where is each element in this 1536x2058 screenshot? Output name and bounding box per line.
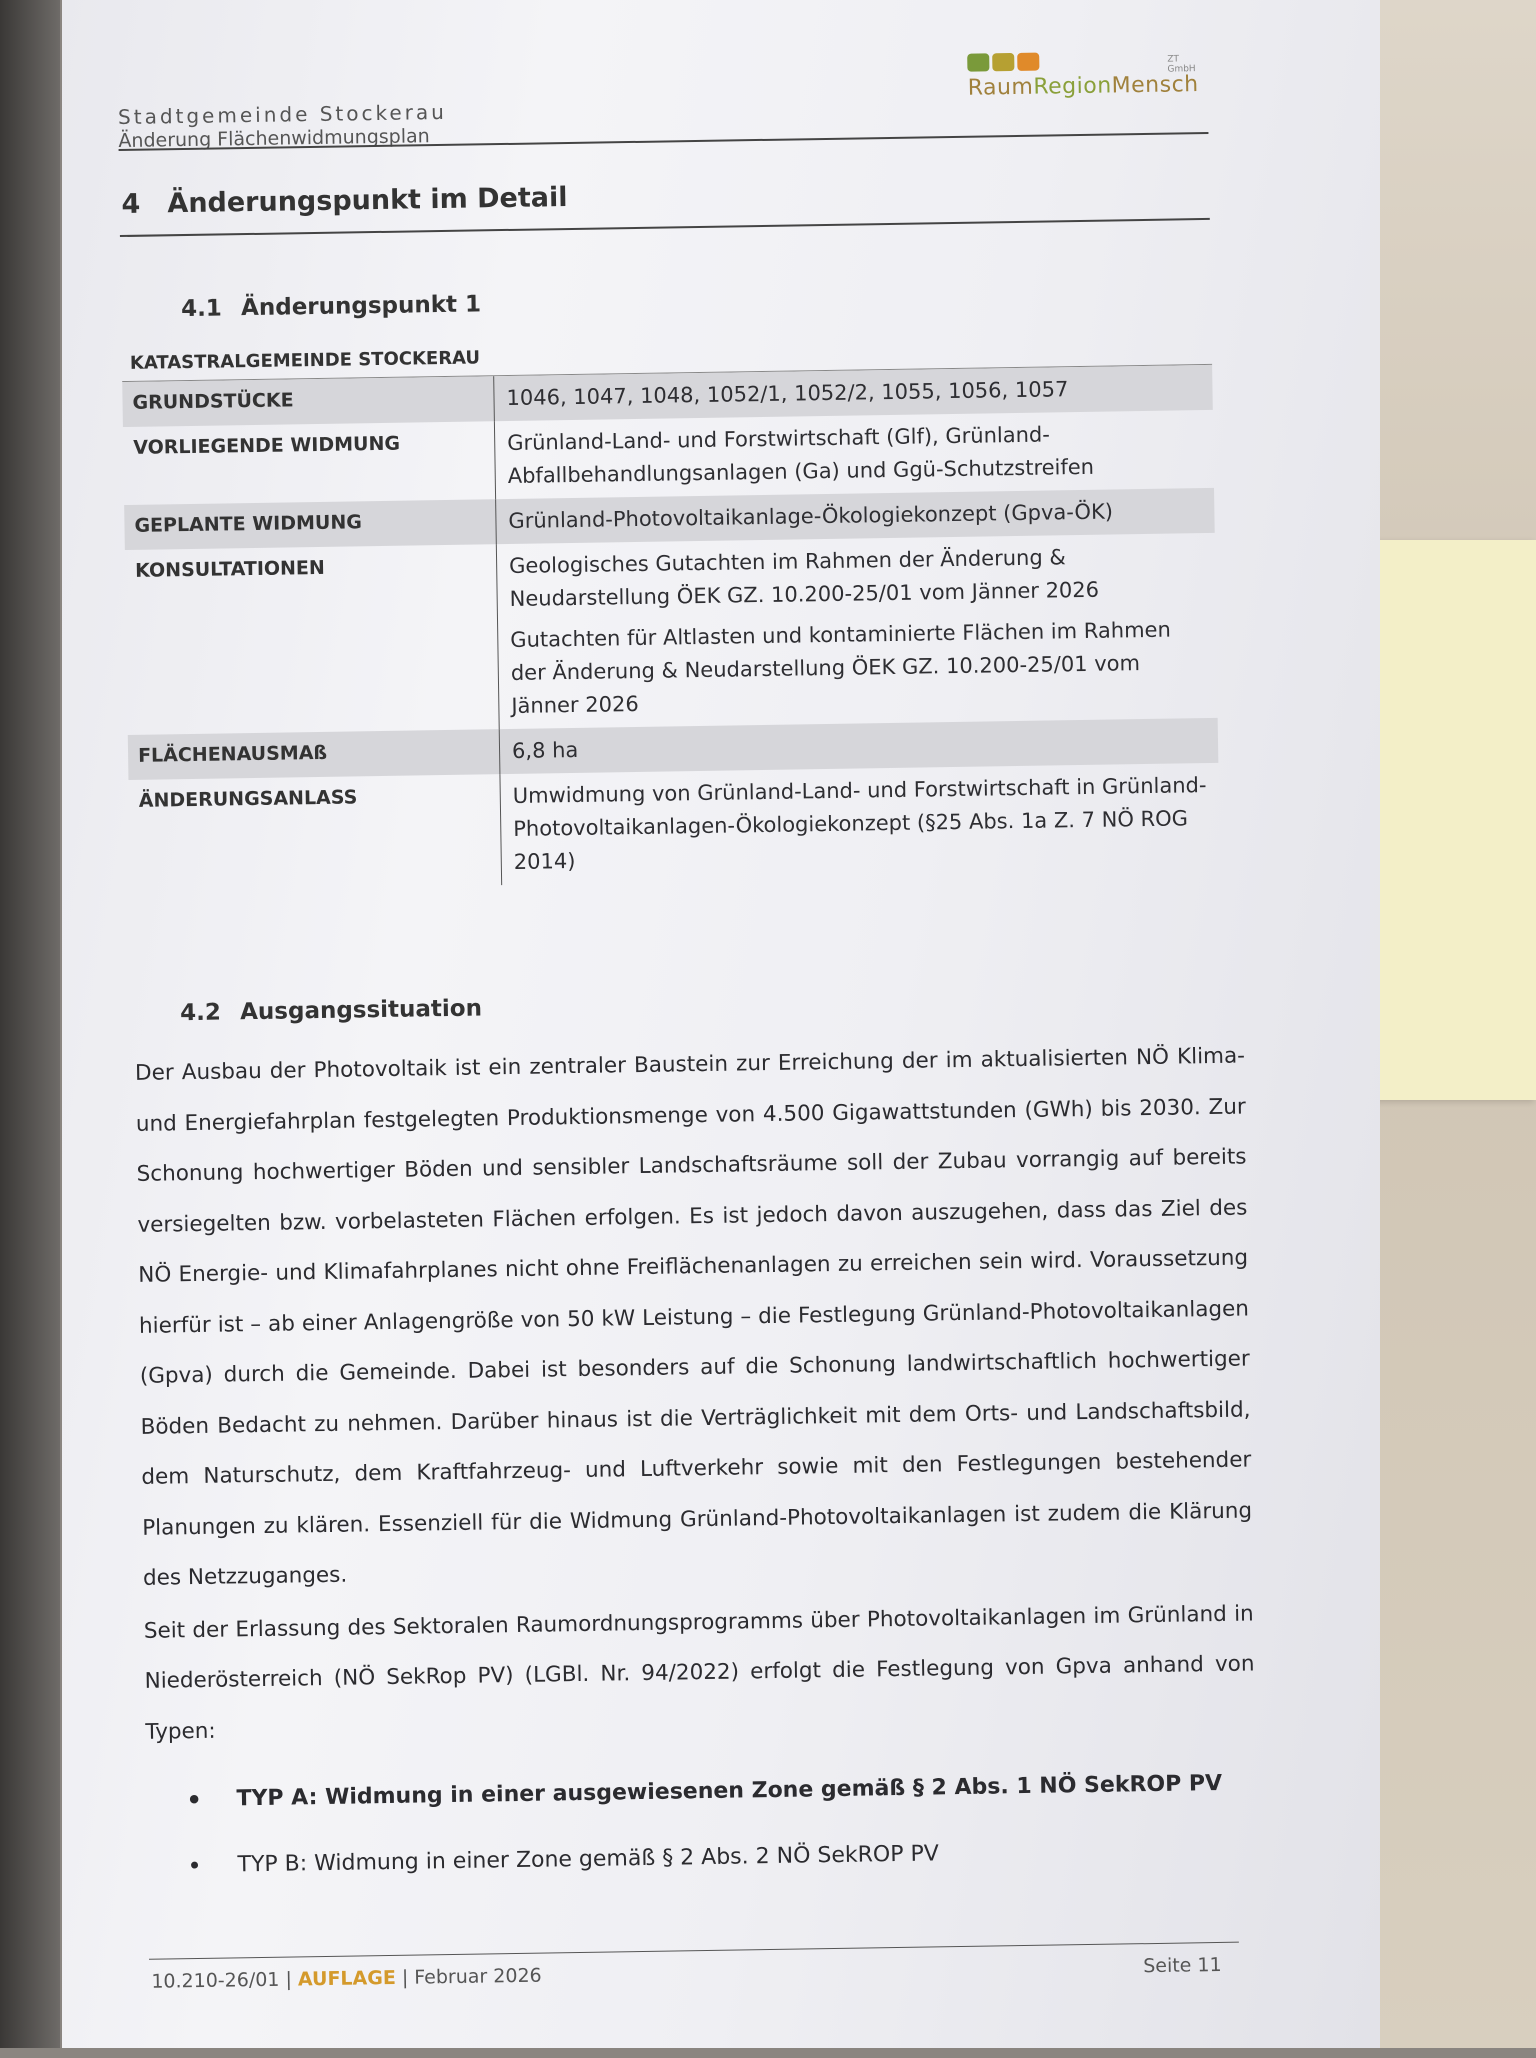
logo-suffix: ZT GmbH bbox=[1167, 54, 1196, 75]
logo-icon bbox=[967, 53, 1042, 76]
sticky-note bbox=[1362, 540, 1536, 1100]
row-key: KONSULTATIONEN bbox=[125, 544, 500, 735]
row-value: 1046, 1047, 1048, 1052/1, 1052/2, 1055, 1056, 1057 bbox=[506, 377, 1069, 410]
footer-divider bbox=[149, 1942, 1239, 1960]
footer-info bbox=[151, 1965, 542, 1993]
logo-name: RaumRegionMensch bbox=[967, 72, 1199, 101]
row-value: Grünland-Land- und Forstwirtschaft (Glf), Grünland-Abfallbehandlungsanlagen (Ga) und Ggü-Schutzstreifen bbox=[507, 422, 1095, 488]
footer-status: AUFLAGE bbox=[297, 1966, 397, 1991]
subsection-heading-1 bbox=[181, 291, 481, 322]
document-page bbox=[62, 0, 1380, 2048]
section-number: 4 bbox=[121, 188, 141, 221]
paragraph: Seit der Erlassung des Sektoralen Raumordnungsprogramms über Photovoltaikanlagen im Grünland in Niederösterreich (NÖ SekRop PV) (LGBl. Nr. 94/2022) erfolgt die Festlegung von Gpva anhand von Typen: bbox=[143, 1600, 1255, 1745]
subsection-heading-2 bbox=[180, 995, 482, 1026]
body-text bbox=[135, 1031, 1258, 1899]
section-heading bbox=[121, 182, 568, 220]
row-value: 6,8 ha bbox=[511, 737, 579, 763]
subsection-number: 4.1 bbox=[180, 295, 223, 323]
katastral-label: KATASTRALGEMEINDE STOCKERAU bbox=[129, 347, 481, 374]
type-list bbox=[146, 1750, 1258, 1899]
list-item: • TYP A: Widmung in einer ausgewiesenen Zone gemäß § 2 Abs. 1 NÖ SekROP PV bbox=[186, 1750, 1257, 1833]
header-line2: Änderung Flächenwidmungsplan bbox=[118, 125, 430, 153]
paragraph: Der Ausbau der Photovoltaik ist ein zentraler Baustein zur Erreichung der im aktualisierten NÖ Klima- und Energiefahrplan festgelegten Produktionsmenge von 4.500 Gigawattstunden (GWh) bis 2030. Zur Schonung hochwertiger Böden und sensibler Landschaftsräume soll der Zubau vorrangig auf bereits versiegelten bzw. vorbelasteten Flächen erfolgen. Es ist jedoch davon auszugehen, dass das Ziel des NÖ Energie- und Klimafahrplanes nicht ohne Freiflächenanlagen zu erreichen sein wird. Voraussetzung hierfür ist – ab einer Anlagengröße von 50 kW Leistung – die Festlegung Grünland-Photovoltaikanlagen (Gpva) durch die Gemeinde. Dabei ist besonders auf die Schonung landwirtschaftlich hochwertiger Böden Bedacht zu nehmen. Darüber hinaus ist die Verträglichkeit mit dem Orts- und Landschaftsbild, dem Naturschutz, dem Kraftfahrzeug- und Luftverkehr sowie mit den Festlegungen bestehender Planungen zu klären. Essenziell für die Widmung Grünland-Photovoltaikanlagen ist zudem die Klärung des Netzzuganges. bbox=[134, 1043, 1253, 1591]
row-key: GRUNDSTÜCKE bbox=[122, 376, 495, 427]
table-row bbox=[125, 533, 1218, 735]
page-number: Seite 11 bbox=[1143, 1953, 1222, 1978]
section-title: Änderungspunkt im Detail bbox=[167, 182, 568, 220]
subsection-title: Änderungspunkt 1 bbox=[240, 291, 482, 322]
subsection-number: 4.2 bbox=[179, 999, 222, 1027]
company-logo bbox=[967, 50, 1208, 104]
footer-code: 10.210-26/01 | bbox=[151, 1968, 293, 1993]
row-key: GEPLANTE WIDMUNG bbox=[124, 499, 497, 550]
section-divider bbox=[120, 218, 1210, 237]
subsection-title: Ausgangssituation bbox=[239, 995, 483, 1026]
details-table bbox=[122, 364, 1220, 891]
row-key: FLÄCHENAUSMAß bbox=[128, 729, 501, 780]
footer-date: | Februar 2026 bbox=[401, 1964, 542, 1989]
table-row bbox=[128, 763, 1220, 891]
row-key: ÄNDERUNGSANLASS bbox=[128, 774, 502, 891]
row-value: Grünland-Photovoltaikanlage-Ökologiekonzept (Gpva-ÖK) bbox=[508, 499, 1114, 533]
row-value: Geologisches Gutachten im Rahmen der Änderung & Neudarstellung ÖEK GZ. 10.200-25/01 vom Jänner 2026 Gutachten für Altlasten und kontaminierte Flächen im Rahmen der Änderung & Neudarstellung ÖEK GZ. 10.200-25/01 vom Jänner 2026 bbox=[508, 545, 1171, 718]
header-line1: Stadtgemeinde Stockerau bbox=[117, 99, 448, 130]
list-item: • TYP B: Widmung in einer Zone gemäß § 2 Abs. 2 NÖ SekROP PV bbox=[187, 1816, 1258, 1899]
row-value: Umwidmung von Grünland-Land- und Forstwirtschaft in Grünland-Photovoltaikanlagen-Ökologiekonzept (§25 Abs. 1a Z. 7 NÖ ROG 2014) bbox=[512, 773, 1207, 874]
row-key: VORLIEGENDE WIDMUNG bbox=[123, 421, 496, 505]
